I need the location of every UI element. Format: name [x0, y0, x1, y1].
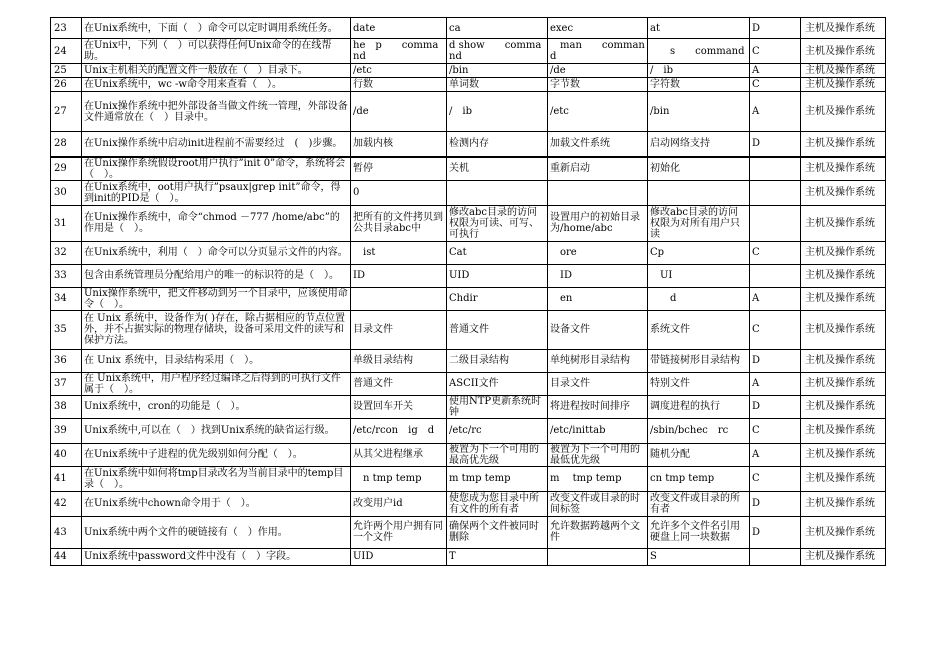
answer: A: [750, 443, 801, 466]
option-c: /de: [548, 64, 648, 78]
table-row: [51, 418, 886, 443]
answer: [750, 264, 801, 287]
option-a: n tmp temp: [351, 466, 447, 491]
row-number: 33: [51, 264, 82, 287]
question-text: Unix系统中两个文件的硬链接有（ ）作用。: [82, 516, 351, 548]
option-a: 单级目录结构: [351, 349, 447, 372]
table-row: [51, 18, 886, 39]
question-text: Unix主机相关的配置文件一般放在（ ）目录下。: [82, 64, 351, 78]
category: 主机及操作系统: [801, 264, 886, 287]
option-c: 设备文件: [548, 310, 648, 349]
category: 主机及操作系统: [801, 395, 886, 418]
category: 主机及操作系统: [801, 287, 886, 310]
question-text: 在Unix系统中如何将tmp目录改名为当前目录中的temp目录（ ）。: [82, 466, 351, 491]
row-number: 37: [51, 372, 82, 395]
question-text: 在Unix系统中chown命令用于（ ）。: [82, 491, 351, 516]
option-c: /etc/inittab: [548, 418, 648, 443]
option-b: Cat: [447, 241, 548, 264]
table-row: [51, 157, 886, 181]
question-text: 在Unix系统中，利用（ ）命令可以分页显示文件的内容。: [82, 241, 351, 264]
category: 主机及操作系统: [801, 548, 886, 565]
option-c: [548, 548, 648, 565]
table-row: [51, 264, 886, 287]
answer: D: [750, 491, 801, 516]
answer: D: [750, 349, 801, 372]
table-row: [51, 310, 886, 349]
table-row: [51, 443, 886, 466]
option-d: 改变文件或目录的所有者: [648, 491, 750, 516]
answer: A: [750, 372, 801, 395]
table-row: [51, 395, 886, 418]
question-text: 在Unix系统中，下面（ ）命令可以定时调用系统任务。: [82, 18, 351, 39]
category: 主机及操作系统: [801, 92, 886, 132]
answer: C: [750, 310, 801, 349]
table-row: [51, 548, 886, 565]
question-text: 在Unix操作系统中，命令“chmod －777 /home/abc”的作用是（ ）。: [82, 205, 351, 241]
option-d: 允许多个文件名引用硬盘上同一块数据: [648, 516, 750, 548]
option-d: /bin: [648, 92, 750, 132]
option-a: 行数: [351, 78, 447, 92]
option-a: /de: [351, 92, 447, 132]
option-a: 允许两个用户拥有同一个文件: [351, 516, 447, 548]
option-c: /etc: [548, 92, 648, 132]
question-text: Unix系统中，cron的功能是（ ）。: [82, 395, 351, 418]
table-row: [51, 516, 886, 548]
option-b: [447, 180, 548, 205]
option-c: m tmp temp: [548, 466, 648, 491]
option-b: UID: [447, 264, 548, 287]
option-d: s command: [648, 39, 750, 64]
answer: [750, 548, 801, 565]
option-c: 目录文件: [548, 372, 648, 395]
option-b: Chdir: [447, 287, 548, 310]
question-rows: [51, 18, 886, 566]
option-a: /etc/rcon ig d: [351, 418, 447, 443]
table-row: [51, 92, 886, 132]
row-number: 27: [51, 92, 82, 132]
option-d: 字符数: [648, 78, 750, 92]
row-number: 29: [51, 157, 82, 181]
row-number: 40: [51, 443, 82, 466]
row-number: 39: [51, 418, 82, 443]
category: 主机及操作系统: [801, 241, 886, 264]
row-number: 23: [51, 18, 82, 39]
table-row: [51, 349, 886, 372]
row-number: 38: [51, 395, 82, 418]
question-text: Unix系统中password文件中没有（ ）字段。: [82, 548, 351, 565]
option-b: /bin: [447, 64, 548, 78]
answer: [750, 205, 801, 241]
option-a: 0: [351, 180, 447, 205]
category: 主机及操作系统: [801, 349, 886, 372]
option-d: /sbin/bchec rc: [648, 418, 750, 443]
category: 主机及操作系统: [801, 466, 886, 491]
option-a: 加载内核: [351, 132, 447, 157]
option-d: 启动网络支持: [648, 132, 750, 157]
option-c: 加载文件系统: [548, 132, 648, 157]
question-text: 在Unix中，下列（ ）可以获得任何Unix命令的在线帮助。: [82, 39, 351, 64]
option-b: 使用NTP更新系统时钟: [447, 395, 548, 418]
row-number: 30: [51, 180, 82, 205]
option-d: 初始化: [648, 157, 750, 181]
question-text: Unix系统中,可以在（ ）找到Unix系统的缺省运行级。: [82, 418, 351, 443]
option-b: 被置为下一个可用的最高优先级: [447, 443, 548, 466]
answer: D: [750, 395, 801, 418]
category: 主机及操作系统: [801, 310, 886, 349]
category: 主机及操作系统: [801, 64, 886, 78]
category: 主机及操作系统: [801, 491, 886, 516]
option-b: 单词数: [447, 78, 548, 92]
option-d: Cp: [648, 241, 750, 264]
question-table: [50, 17, 886, 566]
row-number: 26: [51, 78, 82, 92]
option-b: 修改abc目录的访问权限为可读、可写、可执行: [447, 205, 548, 241]
option-b: /etc/rc: [447, 418, 548, 443]
row-number: 24: [51, 39, 82, 64]
row-number: 41: [51, 466, 82, 491]
option-c: 允许数据跨越两个文件: [548, 516, 648, 548]
row-number: 44: [51, 548, 82, 565]
option-c: exec: [548, 18, 648, 39]
question-text: 在 Unix 系统中，设备作为( )存在，除占据相应的节点位置外，并不占据实际的物理存储块，设备可采用文件的读写和保护方法。: [82, 310, 351, 349]
option-c: ID: [548, 264, 648, 287]
answer: C: [750, 78, 801, 92]
option-d: 特别文件: [648, 372, 750, 395]
answer: C: [750, 39, 801, 64]
option-a: /etc: [351, 64, 447, 78]
option-b: 检测内存: [447, 132, 548, 157]
category: 主机及操作系统: [801, 205, 886, 241]
question-text: 在Unix操作系统中启动init进程前不需要经过 ( )步骤。: [82, 132, 351, 157]
option-b: 普通文件: [447, 310, 548, 349]
option-d: 修改abc目录的访问权限为对所有用户只读: [648, 205, 750, 241]
option-b: m tmp temp: [447, 466, 548, 491]
option-b: 关机: [447, 157, 548, 181]
category: 主机及操作系统: [801, 516, 886, 548]
option-b: ca: [447, 18, 548, 39]
option-d: cn tmp temp: [648, 466, 750, 491]
question-text: 在Unix系统中，oot用户执行”psaux|grep init”命令，得到init的PID是（ ）。: [82, 180, 351, 205]
row-number: 28: [51, 132, 82, 157]
answer: A: [750, 92, 801, 132]
table-row: [51, 287, 886, 310]
table-row: [51, 39, 886, 64]
question-text: 在Unix系统中子进程的优先级别如何分配（ ）。: [82, 443, 351, 466]
question-text: 包含由系统管理员分配给用户的唯一的标识符的是（ ）。: [82, 264, 351, 287]
question-text: 在Unix系统中，wc -w命令用来查看（ ）。: [82, 78, 351, 92]
category: 主机及操作系统: [801, 18, 886, 39]
row-number: 25: [51, 64, 82, 78]
option-d: 带链接树形目录结构: [648, 349, 750, 372]
category: 主机及操作系统: [801, 180, 886, 205]
option-c: 字节数: [548, 78, 648, 92]
option-c: 被置为下一个可用的最低优先级: [548, 443, 648, 466]
option-c: en: [548, 287, 648, 310]
row-number: 36: [51, 349, 82, 372]
answer: D: [750, 132, 801, 157]
option-a: date: [351, 18, 447, 39]
table-row: [51, 372, 886, 395]
category: 主机及操作系统: [801, 78, 886, 92]
category: 主机及操作系统: [801, 157, 886, 181]
option-c: 改变文件或目录的时间标签: [548, 491, 648, 516]
option-d: [648, 180, 750, 205]
option-d: / ib: [648, 64, 750, 78]
answer: [750, 157, 801, 181]
option-a: 设置回车开关: [351, 395, 447, 418]
option-b: 确保两个文件被同时删除: [447, 516, 548, 548]
answer: C: [750, 418, 801, 443]
category: 主机及操作系统: [801, 132, 886, 157]
option-d: at: [648, 18, 750, 39]
option-a: 从其父进程继承: [351, 443, 447, 466]
option-c: 设置用户的初始目录为/home/abc: [548, 205, 648, 241]
option-d: 调度进程的执行: [648, 395, 750, 418]
row-number: 31: [51, 205, 82, 241]
option-b: / ib: [447, 92, 548, 132]
option-a: UID: [351, 548, 447, 565]
category: 主机及操作系统: [801, 39, 886, 64]
option-a: he p command: [351, 39, 447, 64]
option-b: 二级目录结构: [447, 349, 548, 372]
option-d: S: [648, 548, 750, 565]
table-row: [51, 241, 886, 264]
answer: A: [750, 64, 801, 78]
row-number: 42: [51, 491, 82, 516]
answer: A: [750, 287, 801, 310]
category: 主机及操作系统: [801, 372, 886, 395]
option-d: 随机分配: [648, 443, 750, 466]
question-text: 在Unix操作系统中把外部设备当做文件统一管理，外部设备文件通常放在（ ）目录中。: [82, 92, 351, 132]
option-c: 重新启动: [548, 157, 648, 181]
option-d: 系统文件: [648, 310, 750, 349]
question-text: Unix操作系统中，把文件移动到另一个目录中，应该使用命令（ ）。: [82, 287, 351, 310]
option-d: d: [648, 287, 750, 310]
option-a: [351, 287, 447, 310]
table-row: [51, 466, 886, 491]
row-number: 35: [51, 310, 82, 349]
row-number: 34: [51, 287, 82, 310]
option-b: ASCII文件: [447, 372, 548, 395]
answer: D: [750, 18, 801, 39]
table-row: [51, 132, 886, 157]
table-row: [51, 205, 886, 241]
table-row: [51, 78, 886, 92]
question-text: 在Unix操作系统假设root用户执行”init 0”命令，系统将会（ ）。: [82, 157, 351, 181]
option-a: 普通文件: [351, 372, 447, 395]
option-a: 把所有的文件拷贝到公共目录abc中: [351, 205, 447, 241]
option-c: 单纯树形目录结构: [548, 349, 648, 372]
option-b: d show command: [447, 39, 548, 64]
option-c: man command: [548, 39, 648, 64]
option-c: [548, 180, 648, 205]
option-a: ist: [351, 241, 447, 264]
option-d: UI: [648, 264, 750, 287]
answer: [750, 180, 801, 205]
question-text: 在 Unix 系统中，目录结构采用（ ）。: [82, 349, 351, 372]
option-b: 使您成为您目录中所有文件的所有者: [447, 491, 548, 516]
table-row: [51, 491, 886, 516]
option-a: 目录文件: [351, 310, 447, 349]
category: 主机及操作系统: [801, 443, 886, 466]
answer: C: [750, 241, 801, 264]
option-c: 将进程按时间排序: [548, 395, 648, 418]
table-row: [51, 180, 886, 205]
option-a: ID: [351, 264, 447, 287]
table-row: [51, 64, 886, 78]
question-text: 在 Unix系统中，用户程序经过编译之后得到的可执行文件属于（ ）。: [82, 372, 351, 395]
option-c: ore: [548, 241, 648, 264]
option-a: 暂停: [351, 157, 447, 181]
option-b: T: [447, 548, 548, 565]
answer: C: [750, 466, 801, 491]
option-a: 改变用户id: [351, 491, 447, 516]
category: 主机及操作系统: [801, 418, 886, 443]
answer: D: [750, 516, 801, 548]
row-number: 43: [51, 516, 82, 548]
row-number: 32: [51, 241, 82, 264]
